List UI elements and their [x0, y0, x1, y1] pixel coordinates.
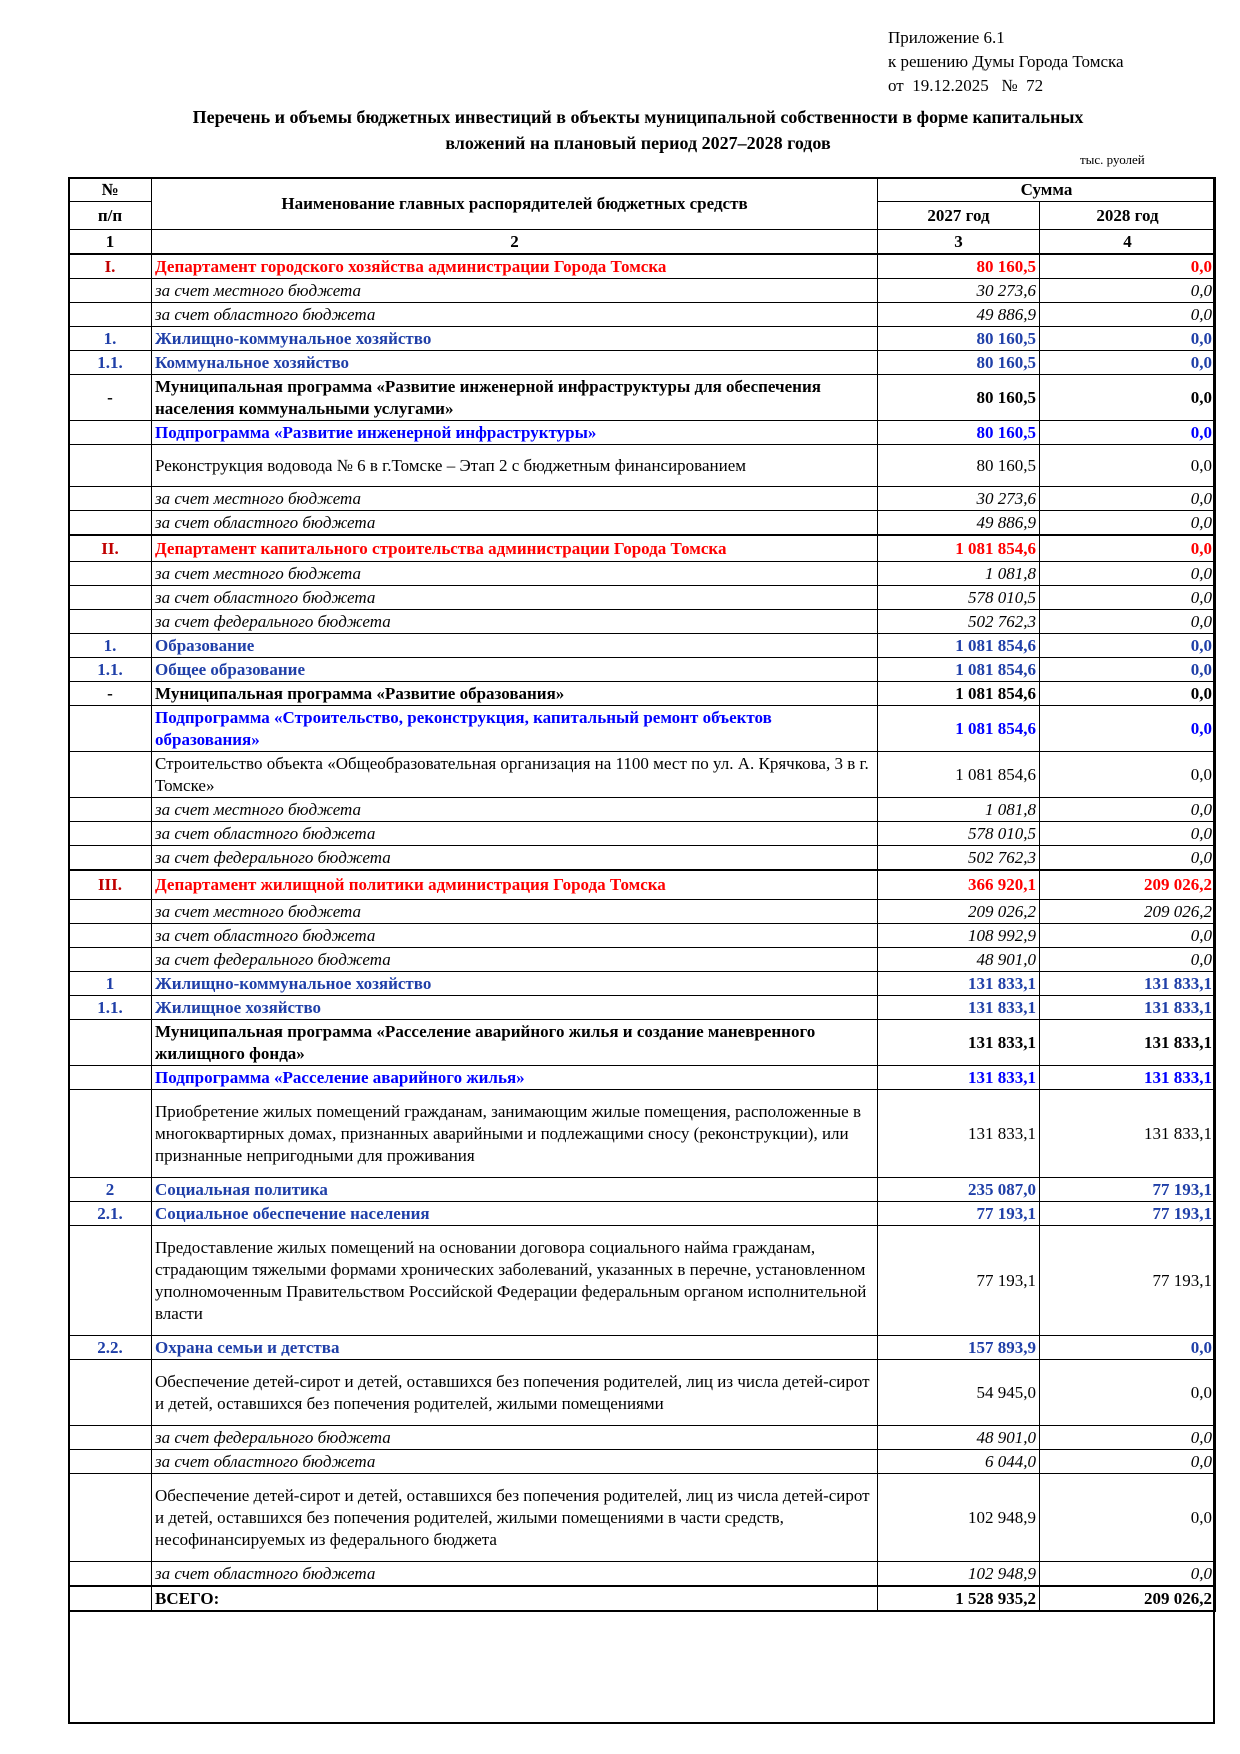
appendix-line-1: Приложение 6.1 — [888, 28, 1005, 47]
table-row — [69, 972, 1216, 996]
row-value-2028: 0,0 — [1040, 1474, 1216, 1562]
row-value-2028: 0,0 — [1040, 681, 1216, 705]
appendix-note — [888, 26, 1124, 98]
row-number — [69, 1066, 152, 1090]
row-value-2028: 131 833,1 — [1040, 1020, 1216, 1066]
row-value-2028: 0,0 — [1040, 1450, 1216, 1474]
table-row — [69, 487, 1216, 511]
row-name: Муниципальная программа «Развитие инженерной инфраструктуры для обеспечения населения коммунальными услугами» — [152, 375, 878, 421]
row-value-2027: 80 160,5 — [878, 421, 1040, 445]
row-number — [69, 705, 152, 751]
row-value-2028: 0,0 — [1040, 375, 1216, 421]
row-number — [69, 279, 152, 303]
table-row — [69, 1450, 1216, 1474]
table-row — [69, 1426, 1216, 1450]
row-number — [69, 487, 152, 511]
row-name: Предоставление жилых помещений на основании договора социального найма гражданам, страдающим тяжелыми формами хронических заболеваний, указанных в перечне, установленном уполномоченным Правительством Российской Федерации федеральным органом исполнительной власти — [152, 1226, 878, 1336]
row-number: I. — [69, 254, 152, 279]
row-number — [69, 561, 152, 585]
row-name: Подпрограмма «Расселение аварийного жилья» — [152, 1066, 878, 1090]
row-name: за счет местного бюджета — [152, 561, 878, 585]
row-number — [69, 1360, 152, 1426]
row-value-2027: 54 945,0 — [878, 1360, 1040, 1426]
header-num: № — [69, 178, 152, 202]
row-value-2027: 502 762,3 — [878, 845, 1040, 870]
row-value-2027: 1 081 854,6 — [878, 633, 1040, 657]
row-value-2027: 1 081 854,6 — [878, 681, 1040, 705]
table-row — [69, 1020, 1216, 1066]
row-value-2028: 131 833,1 — [1040, 972, 1216, 996]
table-row — [69, 797, 1216, 821]
row-name: за счет областного бюджета — [152, 303, 878, 327]
table-row — [69, 1586, 1216, 1611]
row-value-2027: 48 901,0 — [878, 1426, 1040, 1450]
row-name: Обеспечение детей-сирот и детей, оставшихся без попечения родителей, лиц из числа детей-сирот и детей, оставшихся без попечения родителей, жилыми помещениями — [152, 1360, 878, 1426]
row-number: 1.1. — [69, 657, 152, 681]
row-value-2027: 578 010,5 — [878, 585, 1040, 609]
row-name: Социальная политика — [152, 1178, 878, 1202]
table-row — [69, 421, 1216, 445]
row-name: Подпрограмма «Развитие инженерной инфраструктуры» — [152, 421, 878, 445]
row-value-2028: 77 193,1 — [1040, 1226, 1216, 1336]
row-value-2028: 0,0 — [1040, 351, 1216, 375]
row-name: за счет областного бюджета — [152, 924, 878, 948]
header-sum: Сумма — [878, 178, 1216, 202]
table-row — [69, 751, 1216, 797]
table-row — [69, 1202, 1216, 1226]
row-value-2027: 235 087,0 — [878, 1178, 1040, 1202]
row-name: за счет местного бюджета — [152, 487, 878, 511]
row-value-2028: 0,0 — [1040, 421, 1216, 445]
col-num-2: 2 — [152, 230, 878, 255]
row-value-2027: 48 901,0 — [878, 948, 1040, 972]
row-name: за счет местного бюджета — [152, 797, 878, 821]
row-value-2028: 77 193,1 — [1040, 1202, 1216, 1226]
row-number: - — [69, 681, 152, 705]
row-number — [69, 1586, 152, 1611]
row-name: за счет местного бюджета — [152, 279, 878, 303]
table-row — [69, 845, 1216, 870]
table-row — [69, 561, 1216, 585]
row-name: за счет федерального бюджета — [152, 1426, 878, 1450]
row-value-2028: 0,0 — [1040, 705, 1216, 751]
row-value-2028: 0,0 — [1040, 657, 1216, 681]
row-value-2027: 131 833,1 — [878, 972, 1040, 996]
row-value-2028: 0,0 — [1040, 279, 1216, 303]
row-value-2027: 578 010,5 — [878, 821, 1040, 845]
row-number — [69, 900, 152, 924]
row-value-2027: 1 528 935,2 — [878, 1586, 1040, 1611]
row-value-2028: 0,0 — [1040, 821, 1216, 845]
row-value-2027: 6 044,0 — [878, 1450, 1040, 1474]
table-row — [69, 375, 1216, 421]
header-num-2: п/п — [69, 202, 152, 230]
row-value-2028: 0,0 — [1040, 948, 1216, 972]
row-value-2027: 131 833,1 — [878, 1066, 1040, 1090]
row-name: за счет областного бюджета — [152, 1450, 878, 1474]
table-row — [69, 351, 1216, 375]
row-value-2027: 80 160,5 — [878, 375, 1040, 421]
table-row — [69, 705, 1216, 751]
row-number — [69, 445, 152, 487]
row-value-2028: 0,0 — [1040, 633, 1216, 657]
row-name: Приобретение жилых помещений гражданам, занимающим жилые помещения, расположенные в многоквартирных домах, признанных аварийными и подлежащими сносу (реконструкции), или признанные непригодными для проживания — [152, 1090, 878, 1178]
row-value-2027: 131 833,1 — [878, 996, 1040, 1020]
table-row — [69, 609, 1216, 633]
row-name: ВСЕГО: — [152, 1586, 878, 1611]
row-value-2028: 0,0 — [1040, 751, 1216, 797]
row-value-2028: 209 026,2 — [1040, 1586, 1216, 1611]
row-name: за счет федерального бюджета — [152, 948, 878, 972]
row-number — [69, 924, 152, 948]
table-row — [69, 279, 1216, 303]
row-value-2027: 1 081,8 — [878, 797, 1040, 821]
row-value-2028: 0,0 — [1040, 561, 1216, 585]
row-number — [69, 1562, 152, 1587]
row-value-2027: 366 920,1 — [878, 870, 1040, 900]
row-number: 1. — [69, 633, 152, 657]
row-number — [69, 1450, 152, 1474]
table-row — [69, 303, 1216, 327]
row-number: III. — [69, 870, 152, 900]
row-value-2027: 30 273,6 — [878, 487, 1040, 511]
row-value-2028: 209 026,2 — [1040, 900, 1216, 924]
row-value-2028: 0,0 — [1040, 797, 1216, 821]
row-number — [69, 845, 152, 870]
row-value-2028: 77 193,1 — [1040, 1178, 1216, 1202]
row-value-2028: 0,0 — [1040, 1562, 1216, 1587]
table-row — [69, 1336, 1216, 1360]
row-number: 1. — [69, 327, 152, 351]
row-name: Подпрограмма «Строительство, реконструкция, капитальный ремонт объектов образования» — [152, 705, 878, 751]
row-value-2027: 1 081 854,6 — [878, 751, 1040, 797]
row-number — [69, 797, 152, 821]
column-numbers-row — [69, 230, 1216, 255]
header-2027: 2027 год — [878, 202, 1040, 230]
row-name: за счет федерального бюджета — [152, 609, 878, 633]
row-value-2028: 209 026,2 — [1040, 870, 1216, 900]
row-value-2027: 80 160,5 — [878, 254, 1040, 279]
table-row — [69, 657, 1216, 681]
table-row — [69, 1474, 1216, 1562]
row-name: Департамент городского хозяйства администрации Города Томска — [152, 254, 878, 279]
row-number: 1.1. — [69, 996, 152, 1020]
table-row — [69, 681, 1216, 705]
row-number — [69, 821, 152, 845]
table-row — [69, 535, 1216, 561]
row-name: Жилищно-коммунальное хозяйство — [152, 972, 878, 996]
row-name: Департамент капитального строительства администрации Города Томска — [152, 535, 878, 561]
row-value-2028: 0,0 — [1040, 924, 1216, 948]
title-line-2: вложений на плановый период 2027–2028 годов — [445, 133, 831, 153]
document-title — [96, 104, 1180, 156]
row-value-2027: 77 193,1 — [878, 1202, 1040, 1226]
row-value-2027: 502 762,3 — [878, 609, 1040, 633]
row-value-2027: 102 948,9 — [878, 1474, 1040, 1562]
row-value-2027: 1 081 854,6 — [878, 535, 1040, 561]
row-number — [69, 511, 152, 536]
row-number — [69, 1020, 152, 1066]
table-row — [69, 254, 1216, 279]
row-number: 2.2. — [69, 1336, 152, 1360]
budget-table — [68, 177, 1216, 1612]
row-number — [69, 1090, 152, 1178]
row-value-2028: 0,0 — [1040, 254, 1216, 279]
row-number — [69, 303, 152, 327]
row-name: Социальное обеспечение населения — [152, 1202, 878, 1226]
row-value-2027: 80 160,5 — [878, 445, 1040, 487]
row-number — [69, 751, 152, 797]
row-value-2027: 209 026,2 — [878, 900, 1040, 924]
title-line-1: Перечень и объемы бюджетных инвестиций в объекты муниципальной собственности в форме капитальных — [192, 107, 1084, 127]
row-value-2028: 131 833,1 — [1040, 1066, 1216, 1090]
row-name: Строительство объекта «Общеобразовательная организация на 1100 мест по ул. А. Крячкова, 3 в г. Томске» — [152, 751, 878, 797]
table-row — [69, 445, 1216, 487]
row-value-2028: 0,0 — [1040, 609, 1216, 633]
row-name: за счет местного бюджета — [152, 900, 878, 924]
table-row — [69, 996, 1216, 1020]
row-name: за счет федерального бюджета — [152, 845, 878, 870]
row-value-2027: 131 833,1 — [878, 1090, 1040, 1178]
row-number: 1.1. — [69, 351, 152, 375]
row-number: II. — [69, 535, 152, 561]
units-label: тыс. руолей — [1080, 152, 1145, 167]
row-name: Коммунальное хозяйство — [152, 351, 878, 375]
header-row — [69, 178, 1216, 202]
row-number — [69, 1426, 152, 1450]
row-value-2027: 1 081 854,6 — [878, 705, 1040, 751]
row-value-2028: 0,0 — [1040, 445, 1216, 487]
table-row — [69, 1066, 1216, 1090]
row-number — [69, 421, 152, 445]
col-num-1: 1 — [69, 230, 152, 255]
row-number — [69, 585, 152, 609]
row-value-2027: 30 273,6 — [878, 279, 1040, 303]
table-row — [69, 1090, 1216, 1178]
row-name: Образование — [152, 633, 878, 657]
row-value-2027: 1 081 854,6 — [878, 657, 1040, 681]
row-value-2027: 49 886,9 — [878, 303, 1040, 327]
table-row — [69, 1178, 1216, 1202]
header-name: Наименование главных распорядителей бюджетных средств — [152, 178, 878, 230]
row-value-2027: 1 081,8 — [878, 561, 1040, 585]
row-value-2027: 77 193,1 — [878, 1226, 1040, 1336]
row-value-2028: 0,0 — [1040, 1426, 1216, 1450]
row-value-2028: 0,0 — [1040, 487, 1216, 511]
table-row — [69, 511, 1216, 536]
row-value-2028: 131 833,1 — [1040, 996, 1216, 1020]
row-value-2027: 102 948,9 — [878, 1562, 1040, 1587]
appendix-line-3: от 19.12.2025 № 72 — [888, 76, 1044, 95]
row-name: за счет областного бюджета — [152, 1562, 878, 1587]
row-name: за счет областного бюджета — [152, 821, 878, 845]
row-name: Реконструкция водовода № 6 в г.Томске – Этап 2 с бюджетным финансированием — [152, 445, 878, 487]
table-row — [69, 900, 1216, 924]
row-value-2028: 0,0 — [1040, 327, 1216, 351]
table-row — [69, 1360, 1216, 1426]
row-value-2028: 0,0 — [1040, 845, 1216, 870]
table-row — [69, 585, 1216, 609]
row-name: за счет областного бюджета — [152, 585, 878, 609]
row-name: за счет областного бюджета — [152, 511, 878, 536]
row-number: - — [69, 375, 152, 421]
table-row — [69, 821, 1216, 845]
row-name: Обеспечение детей-сирот и детей, оставшихся без попечения родителей, лиц из числа детей-сирот и детей, оставшихся без попечения родителей, жилыми помещениями в части средств, несофинансируемых из федерального бюджета — [152, 1474, 878, 1562]
row-name: Жилищное хозяйство — [152, 996, 878, 1020]
row-name: Жилищно-коммунальное хозяйство — [152, 327, 878, 351]
row-number — [69, 1474, 152, 1562]
row-value-2027: 49 886,9 — [878, 511, 1040, 536]
row-number — [69, 1226, 152, 1336]
row-name: Общее образование — [152, 657, 878, 681]
row-name: Муниципальная программа «Расселение аварийного жилья и создание маневренного жилищного фонда» — [152, 1020, 878, 1066]
row-value-2028: 0,0 — [1040, 303, 1216, 327]
header-2028: 2028 год — [1040, 202, 1216, 230]
table-row — [69, 1562, 1216, 1587]
row-name: Департамент жилищной политики администрация Города Томска — [152, 870, 878, 900]
row-name: Охрана семьи и детства — [152, 1336, 878, 1360]
col-num-4: 4 — [1040, 230, 1216, 255]
row-value-2028: 0,0 — [1040, 1336, 1216, 1360]
table-row — [69, 870, 1216, 900]
table-row — [69, 633, 1216, 657]
row-number — [69, 948, 152, 972]
row-value-2028: 0,0 — [1040, 511, 1216, 536]
row-number: 2.1. — [69, 1202, 152, 1226]
col-num-3: 3 — [878, 230, 1040, 255]
row-value-2028: 0,0 — [1040, 535, 1216, 561]
row-value-2027: 80 160,5 — [878, 327, 1040, 351]
row-value-2027: 80 160,5 — [878, 351, 1040, 375]
table-row — [69, 924, 1216, 948]
table-row — [69, 1226, 1216, 1336]
table-row — [69, 948, 1216, 972]
table-row — [69, 327, 1216, 351]
appendix-line-2: к решению Думы Города Томска — [888, 52, 1124, 71]
row-number: 1 — [69, 972, 152, 996]
row-value-2028: 131 833,1 — [1040, 1090, 1216, 1178]
row-number — [69, 609, 152, 633]
row-name: Муниципальная программа «Развитие образования» — [152, 681, 878, 705]
row-value-2027: 157 893,9 — [878, 1336, 1040, 1360]
row-value-2027: 108 992,9 — [878, 924, 1040, 948]
row-value-2028: 0,0 — [1040, 1360, 1216, 1426]
row-value-2027: 131 833,1 — [878, 1020, 1040, 1066]
row-value-2028: 0,0 — [1040, 585, 1216, 609]
row-number: 2 — [69, 1178, 152, 1202]
